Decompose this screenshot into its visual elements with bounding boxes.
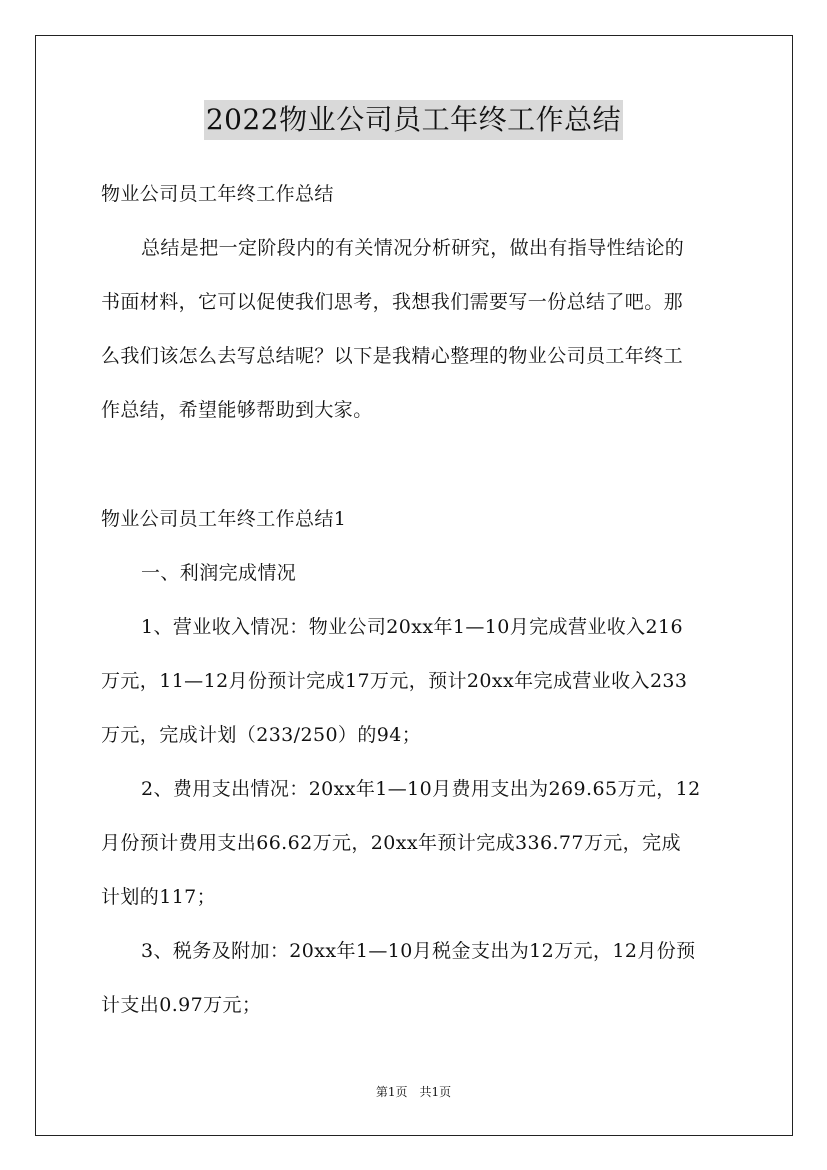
item1-line-2: 万元，11—12月份预计完成17万元，预计20xx年完成营业收入233 [101, 670, 688, 692]
intro-line-4: 作总结，希望能够帮助到大家。 [101, 399, 373, 421]
document-title: 2022物业公司员工年终工作总结 [204, 100, 623, 140]
item2-line-1: 2、费用支出情况：20xx年1—10月费用支出为269.65万元，12 [141, 778, 701, 800]
title-wrapper [0, 100, 827, 140]
document-heading: 物业公司员工年终工作总结 [101, 183, 334, 205]
page-number-footer: 第1页 共1页 [375, 1085, 452, 1099]
subsection-heading: 一、利润完成情况 [141, 562, 297, 584]
intro-line-1: 总结是把一定阶段内的有关情况分析研究，做出有指导性结论的 [141, 237, 685, 259]
item3-line-1: 3、税务及附加：20xx年1—10月税金支出为12万元，12月份预 [141, 940, 696, 962]
item1-line-3: 万元，完成计划（233/250）的94； [101, 724, 422, 746]
item2-line-2: 月份预计费用支出66.62万元，20xx年预计完成336.77万元，完成 [101, 832, 681, 854]
intro-line-3: 么我们该怎么去写总结呢？以下是我精心整理的物业公司员工年终工 [101, 345, 684, 367]
intro-line-2: 书面材料，它可以促使我们思考，我想我们需要写一份总结了吧。那 [101, 291, 684, 313]
section-heading: 物业公司员工年终工作总结1 [101, 508, 347, 530]
item3-line-2: 计支出0.97万元； [101, 994, 262, 1016]
item1-line-1: 1、营业收入情况：物业公司20xx年1—10月完成营业收入216 [141, 616, 684, 638]
item2-line-3: 计划的117； [101, 886, 217, 908]
